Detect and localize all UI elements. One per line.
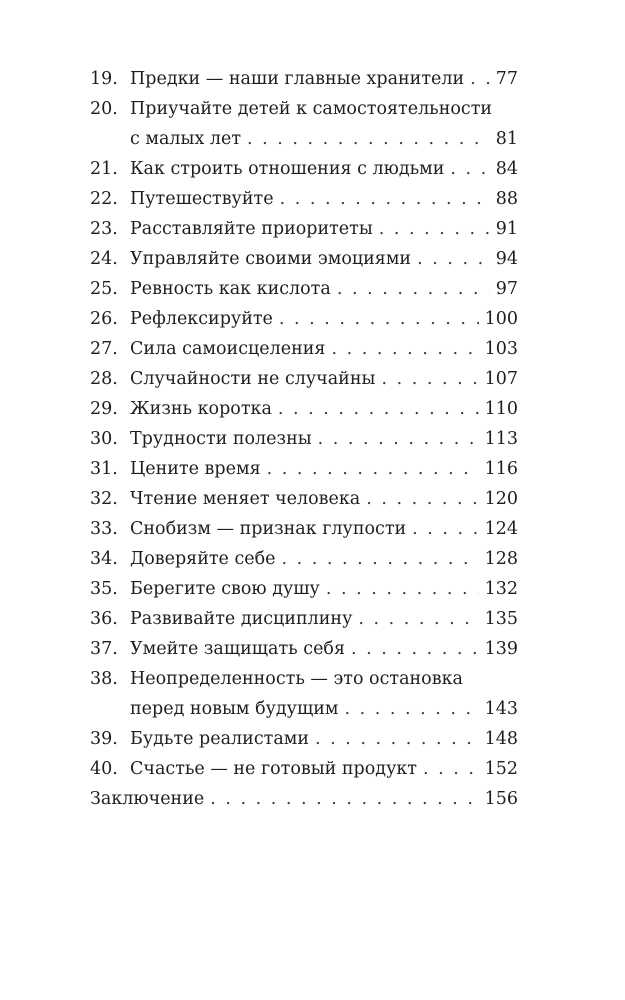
toc-entry-number: 32. xyxy=(90,489,118,509)
toc-entry[interactable] xyxy=(90,544,518,574)
leader-dots xyxy=(247,124,490,154)
toc-entry-title: Развивайте дисциплину xyxy=(130,609,353,629)
toc-entry[interactable] xyxy=(90,664,518,724)
toc-entry-title: Управляйте своими эмоциями xyxy=(130,249,412,269)
leader-dots xyxy=(417,244,490,274)
toc-entry-number: 30. xyxy=(90,429,118,449)
toc-entry-page: 81 xyxy=(495,129,518,149)
leader-dots xyxy=(318,424,479,454)
toc-entry[interactable] xyxy=(90,364,518,394)
toc-entry[interactable] xyxy=(90,394,518,424)
toc-entry-number: 19. xyxy=(90,69,118,89)
toc-entry-page: 120 xyxy=(484,489,518,509)
toc-entry-title: Жизнь коротка xyxy=(130,399,272,419)
leader-dots xyxy=(345,694,479,724)
toc-entry[interactable] xyxy=(90,214,518,244)
toc-entry-page: 88 xyxy=(495,189,518,209)
toc-entry-title: Случайности не случайны xyxy=(130,369,376,389)
leader-dots xyxy=(379,214,490,244)
toc-entry-number: 23. xyxy=(90,219,118,239)
toc-entry-page: 103 xyxy=(484,339,518,359)
toc-entry-number: 35. xyxy=(90,579,118,599)
leader-dots xyxy=(282,544,479,574)
toc-entry-number: 33. xyxy=(90,519,118,539)
toc-entry-title: Берегите свою душу xyxy=(130,579,320,599)
toc-entry-title: Рефлексируйте xyxy=(130,309,273,329)
toc-entry-title: Чтение меняет человека xyxy=(130,489,361,509)
toc-entry-title: перед новым будущим xyxy=(130,699,339,719)
toc-entry-title-line1: Неопределенность — это остановка xyxy=(130,669,463,689)
toc-entry[interactable] xyxy=(90,754,518,784)
toc-entry-number: 26. xyxy=(90,309,118,329)
toc-entry-page: 100 xyxy=(484,309,518,329)
toc-entry-page: 148 xyxy=(484,729,518,749)
toc-entry[interactable] xyxy=(90,64,518,94)
leader-dots xyxy=(315,724,479,754)
toc-entry-page: 113 xyxy=(484,429,518,449)
toc-entry[interactable] xyxy=(90,484,518,514)
toc-entry-title: Ревность как кислота xyxy=(130,279,331,299)
toc-entry-title: Как строить отношения с людьми xyxy=(130,159,445,179)
toc-entry-title: Будьте реалистами xyxy=(130,729,310,749)
toc-entry-title: Расставляйте приоритеты xyxy=(130,219,373,239)
toc-entry-number: 36. xyxy=(90,609,118,629)
toc-entry-page: 116 xyxy=(484,459,518,479)
toc-entry-title: Путешествуйте xyxy=(130,189,274,209)
toc-entry-number: 25. xyxy=(90,279,118,299)
toc-entry-title: Доверяйте себе xyxy=(130,549,276,569)
leader-dots xyxy=(267,454,479,484)
leader-dots xyxy=(450,154,489,184)
leader-dots xyxy=(331,334,478,364)
toc-entry-page: 135 xyxy=(484,609,518,629)
toc-entry[interactable] xyxy=(90,244,518,274)
leader-dots xyxy=(337,274,490,304)
leader-dots xyxy=(470,64,490,94)
toc-entry-page: 84 xyxy=(495,159,518,179)
toc-entry-title: с малых лет xyxy=(130,129,242,149)
toc-entry-number: 37. xyxy=(90,639,118,659)
toc-entry-number: 27. xyxy=(90,339,118,359)
toc-entry-title: Цените время xyxy=(130,459,261,479)
leader-dots xyxy=(326,574,479,604)
toc-entry-number: 24. xyxy=(90,249,118,269)
toc-entry[interactable] xyxy=(90,514,518,544)
toc-entry[interactable] xyxy=(90,424,518,454)
toc-entry[interactable] xyxy=(90,94,518,154)
toc-entry-title: Счастье — не готовый продукт xyxy=(130,759,417,779)
leader-dots xyxy=(278,394,479,424)
toc-entry-page: 110 xyxy=(484,399,518,419)
toc-entry-page: 91 xyxy=(495,219,518,239)
toc-entry-page: 124 xyxy=(484,519,518,539)
leader-dots xyxy=(412,514,478,544)
toc-entry-number: 38. xyxy=(90,669,118,689)
toc-entry[interactable] xyxy=(90,184,518,214)
leader-dots xyxy=(358,604,478,634)
toc-entry-title: Снобизм — признак глупости xyxy=(130,519,407,539)
toc-entry[interactable] xyxy=(90,334,518,364)
toc-entry-page: 152 xyxy=(484,759,518,779)
leader-dots xyxy=(210,784,478,814)
toc-entry-number: 22. xyxy=(90,189,118,209)
leader-dots xyxy=(280,184,490,214)
toc-entry-page: 107 xyxy=(484,369,518,389)
leader-dots xyxy=(351,634,479,664)
toc-entry-page: 94 xyxy=(495,249,518,269)
toc-entry[interactable] xyxy=(90,574,518,604)
toc-entry-number: 28. xyxy=(90,369,118,389)
toc-entry-title: Заключение xyxy=(90,789,205,809)
toc-entry[interactable] xyxy=(90,304,518,334)
toc-entry-page: 128 xyxy=(484,549,518,569)
toc-entry-number: 40. xyxy=(90,759,118,779)
toc-entry-title: Умейте защищать себя xyxy=(130,639,345,659)
toc-entry-page: 143 xyxy=(484,699,518,719)
toc-entry[interactable] xyxy=(90,154,518,184)
toc-entry-title: Сила самоисцеления xyxy=(130,339,326,359)
toc-entry-page: 156 xyxy=(484,789,518,809)
toc-entry[interactable] xyxy=(90,724,518,754)
table-of-contents xyxy=(90,64,518,814)
leader-dots xyxy=(366,484,478,514)
toc-entry-number: 31. xyxy=(90,459,118,479)
leader-dots xyxy=(423,754,479,784)
toc-entry[interactable] xyxy=(90,604,518,634)
toc-entry-title: Предки — наши главные хранители xyxy=(130,69,465,89)
toc-entry-page: 77 xyxy=(495,69,518,89)
toc-entry-title: Трудности полезны xyxy=(130,429,312,449)
toc-entry-page: 97 xyxy=(495,279,518,299)
toc-entry-number: 20. xyxy=(90,99,118,119)
leader-dots xyxy=(279,304,479,334)
toc-entry-number: 21. xyxy=(90,159,118,179)
toc-entry[interactable] xyxy=(90,454,518,484)
leader-dots xyxy=(381,364,478,394)
toc-entry[interactable] xyxy=(90,634,518,664)
toc-entry-conclusion[interactable] xyxy=(90,784,518,814)
toc-entry-number: 34. xyxy=(90,549,118,569)
toc-entry-page: 139 xyxy=(484,639,518,659)
toc-entry-title-line1: Приучайте детей к самостоятельности xyxy=(130,99,493,119)
toc-entry-page: 132 xyxy=(484,579,518,599)
toc-entry-number: 29. xyxy=(90,399,118,419)
toc-entry[interactable] xyxy=(90,274,518,304)
toc-entry-number: 39. xyxy=(90,729,118,749)
